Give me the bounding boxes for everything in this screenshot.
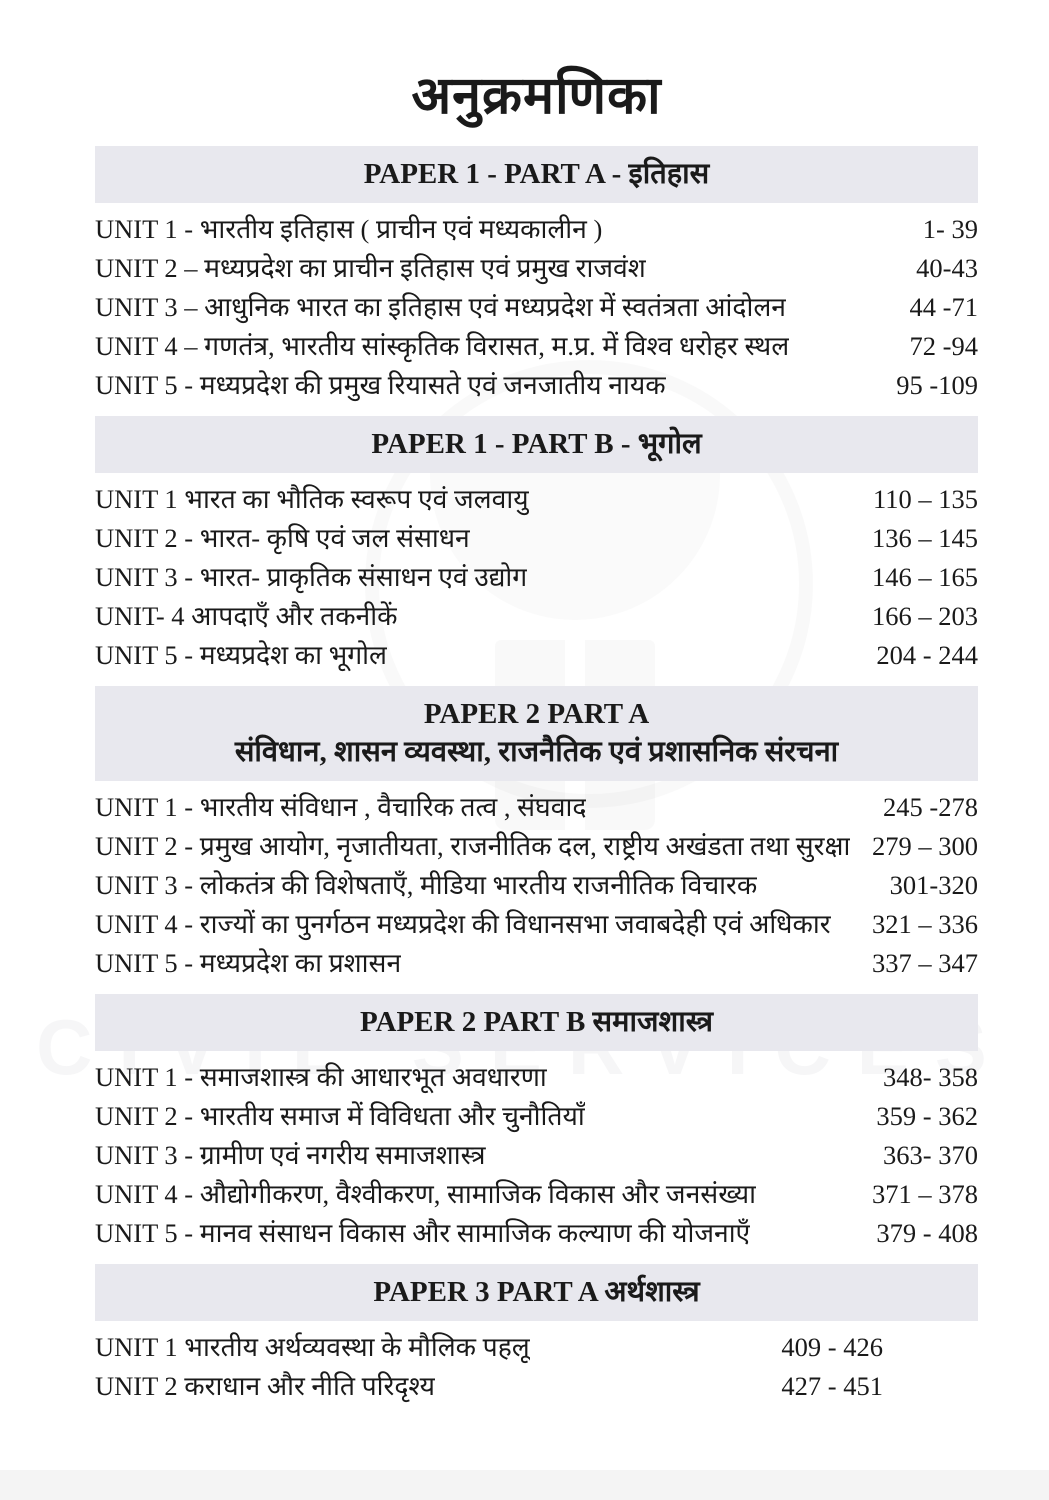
unit-title: UNIT 1 - भारतीय इतिहास ( प्राचीन एवं मध्यकालीन ) bbox=[95, 214, 603, 245]
unit-title: UNIT 1 - भारतीय संविधान , वैचारिक तत्व , संघवाद bbox=[95, 791, 587, 822]
page-range: 359 - 362 bbox=[876, 1100, 978, 1131]
table-row bbox=[95, 288, 978, 327]
section-paper1-partB bbox=[95, 416, 978, 675]
table-row bbox=[95, 827, 978, 866]
unit-title: UNIT 3 - लोकतंत्र की विशेषताएँ, मीडिया भारतीय राजनीतिक विचारक bbox=[95, 869, 758, 900]
page-range: 204 - 244 bbox=[876, 640, 978, 671]
page-title: अनुक्रमणिका bbox=[411, 68, 662, 125]
unit-title: UNIT 3 - भारत- प्राकृतिक संसाधन एवं उद्योग bbox=[95, 562, 528, 593]
unit-title: UNIT 5 - मध्यप्रदेश का भूगोल bbox=[95, 640, 387, 671]
table-row bbox=[95, 636, 978, 675]
unit-title: UNIT 2 – मध्यप्रदेश का प्राचीन इतिहास एवं प्रमुख राजवंश bbox=[95, 253, 646, 284]
bottom-page-strip bbox=[0, 1470, 1049, 1500]
table-row bbox=[95, 210, 978, 249]
section-header: PAPER 1 - PART A - इतिहास bbox=[95, 146, 978, 203]
section-paper2-partB bbox=[95, 994, 978, 1253]
table-row bbox=[95, 788, 978, 827]
page-range: 1- 39 bbox=[922, 214, 978, 245]
table-row bbox=[95, 519, 978, 558]
page-range: 146 – 165 bbox=[872, 562, 978, 593]
section-paper1-partA bbox=[95, 146, 978, 405]
unit-title: UNIT 3 – आधुनिक भारत का इतिहास एवं मध्यप्रदेश में स्वतंत्रता आंदोलन bbox=[95, 292, 786, 323]
page-range: 337 – 347 bbox=[872, 947, 978, 978]
table-row bbox=[95, 1328, 978, 1367]
table-row bbox=[95, 1097, 978, 1136]
page-range: 379 - 408 bbox=[876, 1217, 978, 1248]
page-range: 301-320 bbox=[889, 869, 978, 900]
page-range: 279 – 300 bbox=[872, 830, 978, 861]
unit-title: UNIT 4 - औद्योगीकरण, वैश्वीकरण, सामाजिक विकास और जनसंख्या bbox=[95, 1178, 756, 1209]
table-row bbox=[95, 1214, 978, 1253]
table-row bbox=[95, 327, 978, 366]
table-row bbox=[95, 249, 978, 288]
section-header-line2: संविधान, शासन व्यवस्था, राजनैतिक एवं प्रशासनिक संरचना bbox=[234, 735, 839, 768]
page-range: 95 -109 bbox=[896, 370, 978, 401]
table-row bbox=[95, 558, 978, 597]
table-row bbox=[95, 1136, 978, 1175]
page-range: 245 -278 bbox=[883, 791, 978, 822]
page-range: 136 – 145 bbox=[872, 523, 978, 554]
unit-title: UNIT 1 भारतीय अर्थव्यवस्था के मौलिक पहलू bbox=[95, 1331, 530, 1362]
unit-title: UNIT 4 – गणतंत्र, भारतीय सांस्कृतिक विरासत, म.प्र. में विश्व धरोहर स्थल bbox=[95, 331, 790, 362]
unit-title: UNIT 2 - भारत- कृषि एवं जल संसाधन bbox=[95, 523, 470, 554]
unit-title: UNIT 5 - मानव संसाधन विकास और सामाजिक कल्याण की योजनाएँ bbox=[95, 1217, 751, 1248]
section-header-line1: PAPER 2 PART A bbox=[423, 698, 650, 731]
table-row bbox=[95, 1175, 978, 1214]
section-paper3-partA bbox=[95, 1264, 978, 1406]
table-row bbox=[95, 905, 978, 944]
table-row bbox=[95, 866, 978, 905]
section-header: PAPER 3 PART A अर्थशास्त्र bbox=[95, 1264, 978, 1321]
page-range: 348- 358 bbox=[883, 1061, 978, 1092]
page-range: 409 - 426 bbox=[781, 1331, 883, 1362]
unit-title: UNIT 3 - ग्रामीण एवं नगरीय समाजशास्त्र bbox=[95, 1139, 486, 1170]
unit-title: UNIT 2 - भारतीय समाज में विविधता और चुनौतियाँ bbox=[95, 1100, 585, 1131]
page-range: 427 - 451 bbox=[781, 1370, 883, 1401]
unit-title: UNIT 2 - प्रमुख आयोग, नृजातीयता, राजनीतिक दल, राष्ट्रीय अखंडता तथा सुरक्षा bbox=[95, 830, 851, 861]
page-range: 363- 370 bbox=[883, 1139, 978, 1170]
unit-title: UNIT 2 कराधान और नीति परिदृश्य bbox=[95, 1370, 436, 1401]
unit-title: UNIT 4 - राज्यों का पुनर्गठन मध्यप्रदेश की विधानसभा जवाबदेही एवं अधिकार bbox=[95, 908, 831, 939]
table-row bbox=[95, 944, 978, 983]
section-header bbox=[95, 686, 978, 780]
table-row bbox=[95, 1367, 978, 1406]
page-range: 110 – 135 bbox=[872, 484, 978, 515]
page-range: 371 – 378 bbox=[872, 1178, 978, 1209]
page-range: 72 -94 bbox=[909, 331, 978, 362]
unit-title: UNIT 5 - मध्यप्रदेश की प्रमुख रियासते एवं जनजातीय नायक bbox=[95, 370, 666, 401]
page-range: 166 – 203 bbox=[872, 601, 978, 632]
page-range: 40-43 bbox=[916, 253, 978, 284]
page-range: 321 – 336 bbox=[872, 908, 978, 939]
table-row bbox=[95, 480, 978, 519]
table-row bbox=[95, 597, 978, 636]
page-range: 44 -71 bbox=[909, 292, 978, 323]
unit-title: UNIT- 4 आपदाएँ और तकनीकें bbox=[95, 601, 398, 632]
unit-title: UNIT 1 भारत का भौतिक स्वरूप एवं जलवायु bbox=[95, 484, 529, 515]
unit-title: UNIT 1 - समाजशास्त्र की आधारभूत अवधारणा bbox=[95, 1061, 547, 1092]
table-row bbox=[95, 1058, 978, 1097]
section-paper2-partA bbox=[95, 686, 978, 982]
unit-title: UNIT 5 - मध्यप्रदेश का प्रशासन bbox=[95, 947, 402, 978]
table-row bbox=[95, 366, 978, 405]
section-header: PAPER 1 - PART B - भूगोल bbox=[95, 416, 978, 473]
section-header: PAPER 2 PART B समाजशास्त्र bbox=[95, 994, 978, 1051]
